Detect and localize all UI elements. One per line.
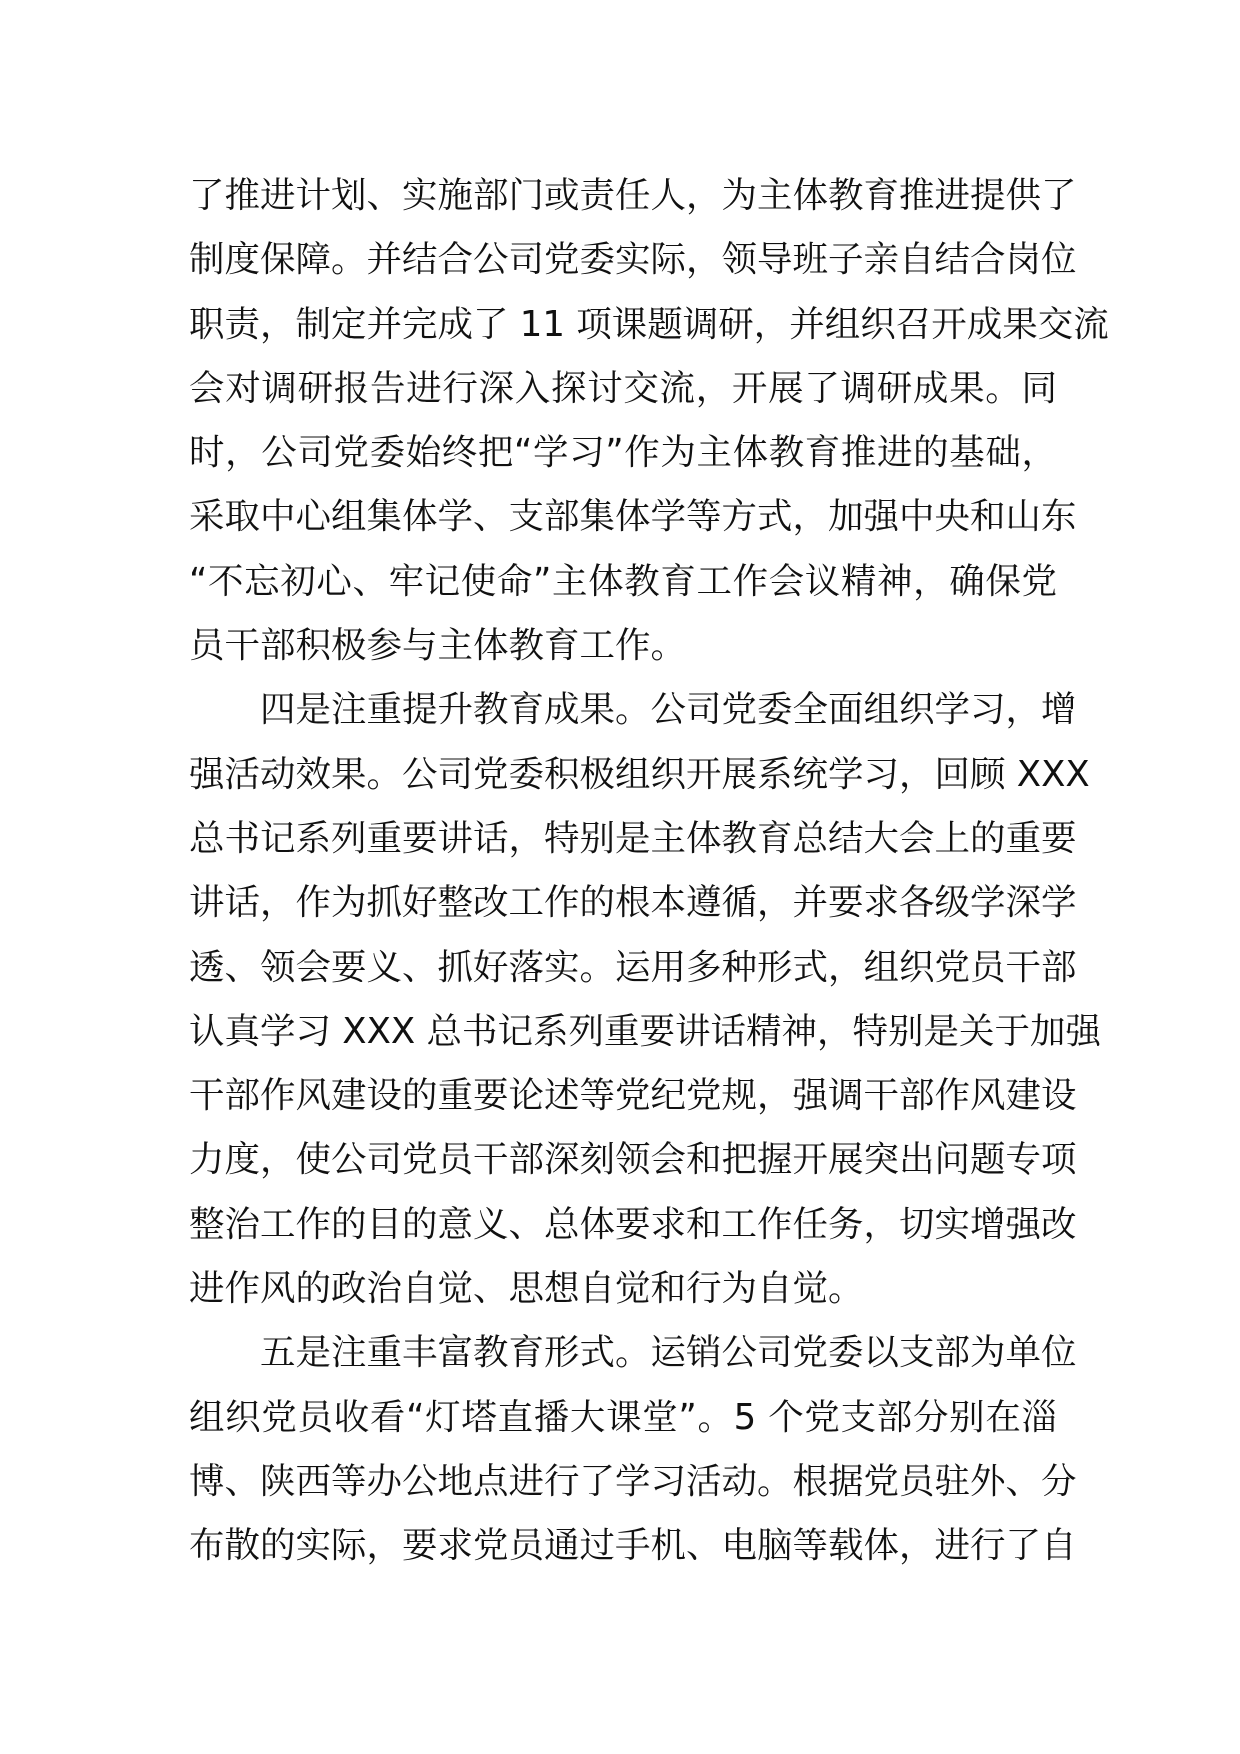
text-line: 会对调研报告进行深入探讨交流，开展了调研成果。同 [189,367,1057,409]
text-line: 整治工作的目的意义、总体要求和工作任务，切实增强改 [189,1203,1077,1245]
text-line: 进作风的政治自觉、思想自觉和行为自觉。 [189,1268,864,1310]
text-line: 讲话，作为抓好整改工作的根本遵循，并要求各级学深学 [189,882,1077,924]
text-line: 透、领会要义、抓好落实。运用多种形式，组织党员干部 [189,946,1077,988]
text-line: 员干部积极参与主体教育工作。 [189,625,687,667]
text-line: 职责，制定并完成了 11 项课题调研，并组织召开成果交流 [189,303,1109,345]
text-line: 博、陕西等办公地点进行了学习活动。根据党员驻外、分 [189,1460,1077,1502]
document-body [189,164,1109,1579]
text-line: 时，公司党委始终把“学习”作为主体教育推进的基础， [189,432,1057,474]
text-line: 认真学习 XXX 总书记系列重要讲话精神，特别是关于加强 [189,1010,1102,1052]
text-line: 组织党员收看“灯塔直播大课堂”。5 个党支部分别在淄 [189,1396,1057,1438]
text-line: 采取中心组集体学、支部集体学等方式，加强中央和山东 [189,496,1077,538]
text-line: 制度保障。并结合公司党委实际，领导班子亲自结合岗位 [189,239,1077,281]
text-line: “不忘初心、牢记使命”主体教育工作会议精神，确保党 [189,560,1057,602]
text-line: 力度，使公司党员干部深刻领会和把握开展突出问题专项 [189,1139,1077,1181]
paragraph-first-line: 四是注重提升教育成果。公司党委全面组织学习，增 [260,689,1077,731]
text-line: 了推进计划、实施部门或责任人，为主体教育推进提供了 [189,175,1077,216]
text-line: 强活动效果。公司党委积极组织开展系统学习，回顾 XXX [189,753,1090,795]
paragraph-first-line: 五是注重丰富教育形式。运销公司党委以支部为单位 [260,1332,1077,1374]
text-line: 布散的实际，要求党员通过手机、电脑等载体，进行了自 [189,1525,1077,1567]
text-line: 总书记系列重要讲话，特别是主体教育总结大会上的重要 [189,817,1077,859]
text-line: 干部作风建设的重要论述等党纪党规，强调干部作风建设 [189,1075,1077,1117]
